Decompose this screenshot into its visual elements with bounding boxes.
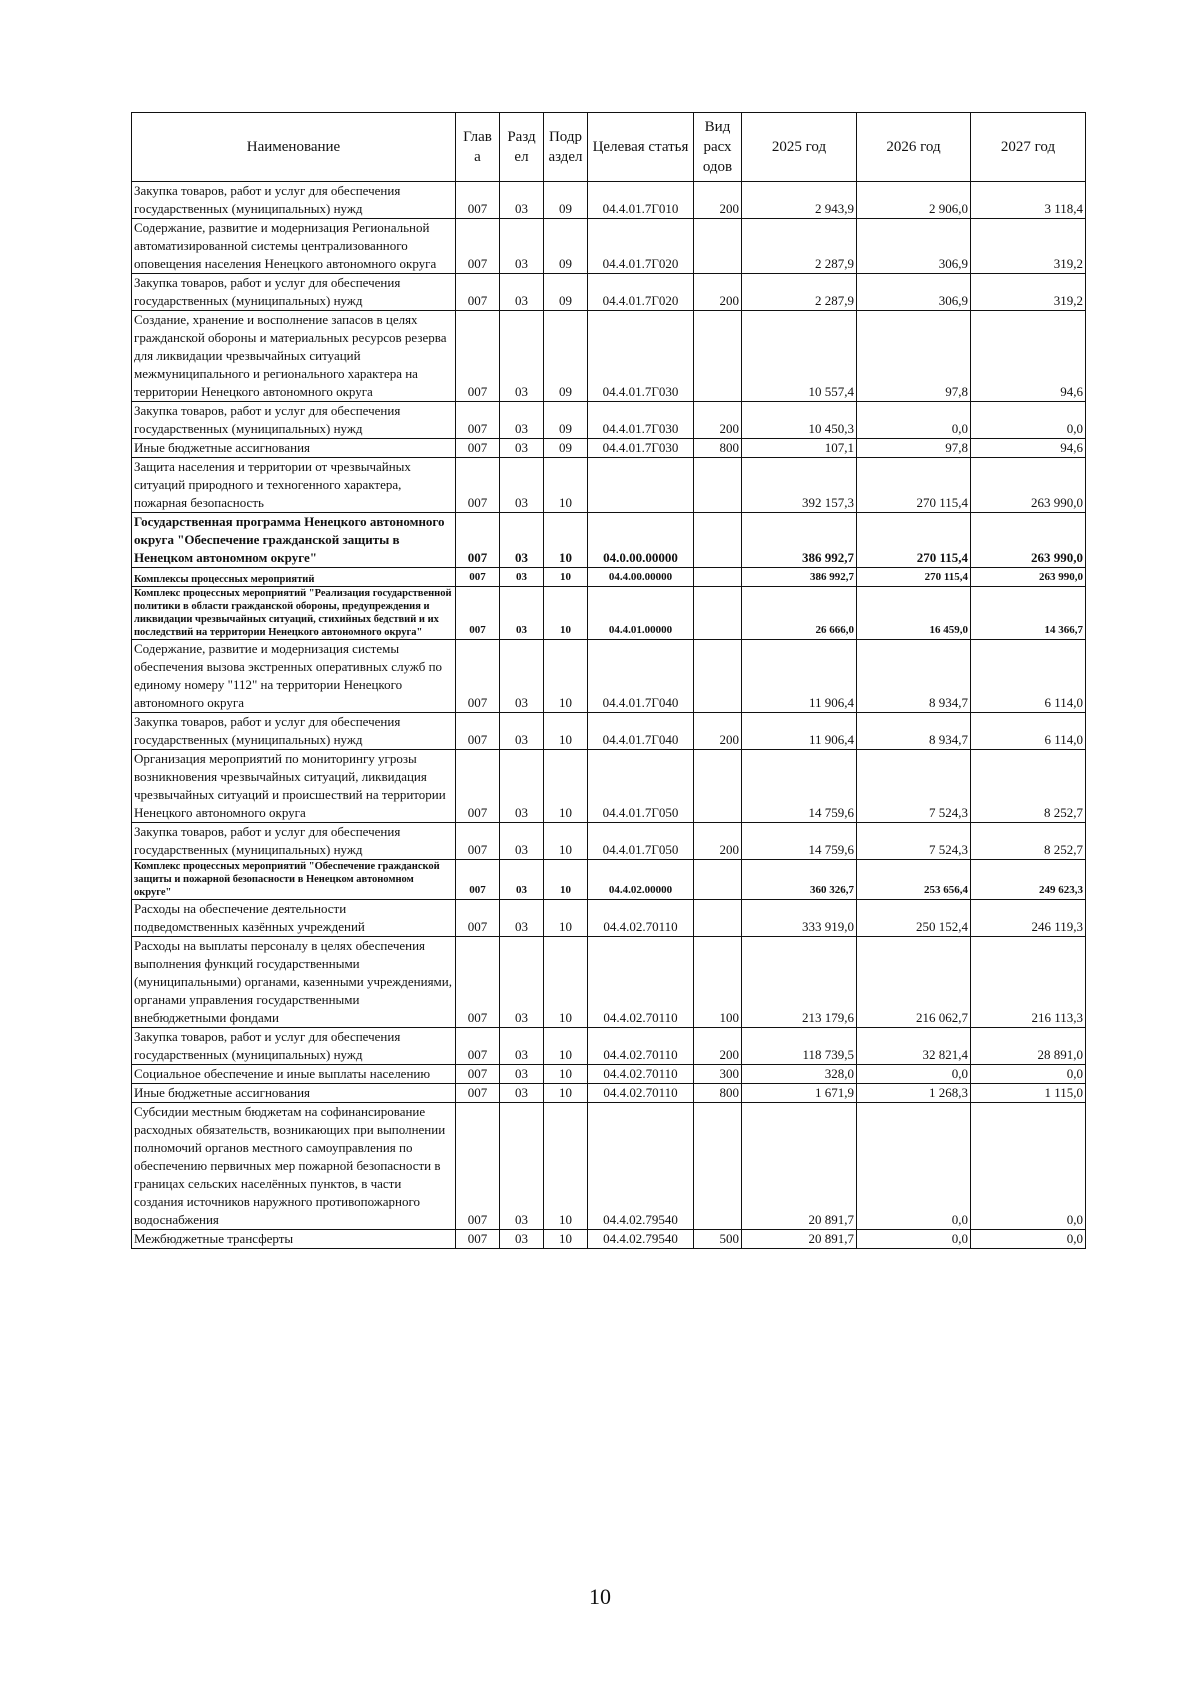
cell-name: Закупка товаров, работ и услуг для обеспечения государственных (муниципальных) нужд — [132, 1028, 456, 1065]
cell-2026: 270 115,4 — [857, 568, 971, 587]
table-row — [132, 1230, 1086, 1249]
cell-razdel: 03 — [500, 587, 544, 640]
cell-name: Комплекс процессных мероприятий "Обеспечение гражданской защиты и пожарной безопасности в Ненецком автономном округе" — [132, 860, 456, 900]
cell-glav: 007 — [456, 219, 500, 274]
cell-2025: 14 759,6 — [742, 823, 857, 860]
cell-celevaya: 04.4.02.00000 — [588, 860, 694, 900]
cell-name: Комплексы процессных мероприятий — [132, 568, 456, 587]
table-row — [132, 1065, 1086, 1084]
cell-name: Расходы на обеспечение деятельности подведомственных казённых учреждений — [132, 900, 456, 937]
cell-vid — [694, 568, 742, 587]
cell-2025: 333 919,0 — [742, 900, 857, 937]
cell-2026: 0,0 — [857, 402, 971, 439]
cell-vid — [694, 1103, 742, 1230]
cell-name: Государственная программа Ненецкого автономного округа "Обеспечение гражданской защиты в Ненецком автономном округе" — [132, 513, 456, 568]
cell-podrazdel: 09 — [544, 439, 588, 458]
cell-celevaya: 04.4.01.00000 — [588, 587, 694, 640]
cell-celevaya: 04.4.01.7Г040 — [588, 640, 694, 713]
table-row — [132, 860, 1086, 900]
page-number: 10 — [589, 1584, 611, 1609]
cell-razdel: 03 — [500, 900, 544, 937]
cell-vid — [694, 750, 742, 823]
cell-name: Создание, хранение и восполнение запасов в целях гражданской обороны и материальных ресурсов резерва для ликвидации чрезвычайных ситуаций межмуниципального и регионального характера на территории Ненецкого автономного округа — [132, 311, 456, 402]
cell-celevaya: 04.4.01.7Г050 — [588, 750, 694, 823]
cell-name: Расходы на выплаты персоналу в целях обеспечения выполнения функций государственными (муниципальными) органами, казенными учреждениями, органами управления государственными внебюджетными фондами — [132, 937, 456, 1028]
cell-celevaya: 04.4.02.79540 — [588, 1103, 694, 1230]
cell-2026: 270 115,4 — [857, 513, 971, 568]
table-row — [132, 587, 1086, 640]
cell-2027: 216 113,3 — [971, 937, 1086, 1028]
cell-podrazdel: 10 — [544, 587, 588, 640]
cell-2025: 20 891,7 — [742, 1230, 857, 1249]
cell-celevaya: 04.0.00.00000 — [588, 513, 694, 568]
cell-2026: 97,8 — [857, 439, 971, 458]
cell-2026: 306,9 — [857, 219, 971, 274]
cell-2027: 0,0 — [971, 402, 1086, 439]
cell-podrazdel: 10 — [544, 937, 588, 1028]
cell-glav: 007 — [456, 937, 500, 1028]
cell-2026: 270 115,4 — [857, 458, 971, 513]
cell-podrazdel: 09 — [544, 219, 588, 274]
table-row — [132, 1103, 1086, 1230]
table-header-row — [132, 113, 1086, 182]
cell-vid: 200 — [694, 713, 742, 750]
cell-2025: 20 891,7 — [742, 1103, 857, 1230]
header-2027: 2027 год — [971, 113, 1086, 182]
cell-razdel: 03 — [500, 439, 544, 458]
cell-celevaya: 04.4.02.79540 — [588, 1230, 694, 1249]
cell-podrazdel: 09 — [544, 182, 588, 219]
cell-podrazdel: 10 — [544, 713, 588, 750]
cell-razdel: 03 — [500, 274, 544, 311]
cell-name: Содержание, развитие и модернизация системы обеспечения вызова экстренных оперативных служб по единому номеру "112" на территории Ненецкого автономного округа — [132, 640, 456, 713]
cell-2027: 249 623,3 — [971, 860, 1086, 900]
header-celevaya: Целевая статья — [588, 113, 694, 182]
cell-name: Содержание, развитие и модернизация Региональной автоматизированной системы централизованного оповещения населения Ненецкого автономного округа — [132, 219, 456, 274]
cell-vid: 200 — [694, 274, 742, 311]
header-2025: 2025 год — [742, 113, 857, 182]
cell-razdel: 03 — [500, 568, 544, 587]
cell-razdel: 03 — [500, 1084, 544, 1103]
cell-glav: 007 — [456, 713, 500, 750]
cell-razdel: 03 — [500, 311, 544, 402]
cell-vid — [694, 311, 742, 402]
cell-celevaya: 04.4.02.70110 — [588, 1028, 694, 1065]
table-row — [132, 402, 1086, 439]
cell-vid: 200 — [694, 402, 742, 439]
cell-2027: 263 990,0 — [971, 513, 1086, 568]
cell-2025: 386 992,7 — [742, 513, 857, 568]
header-glav: Глав а — [456, 113, 500, 182]
table-row — [132, 713, 1086, 750]
table-row — [132, 750, 1086, 823]
cell-vid — [694, 640, 742, 713]
cell-2026: 250 152,4 — [857, 900, 971, 937]
cell-razdel: 03 — [500, 640, 544, 713]
cell-celevaya: 04.4.01.7Г030 — [588, 311, 694, 402]
cell-vid: 200 — [694, 182, 742, 219]
cell-2027: 14 366,7 — [971, 587, 1086, 640]
cell-2025: 386 992,7 — [742, 568, 857, 587]
cell-podrazdel: 10 — [544, 1103, 588, 1230]
cell-vid — [694, 860, 742, 900]
cell-2027: 0,0 — [971, 1230, 1086, 1249]
cell-celevaya: 04.4.01.7Г020 — [588, 274, 694, 311]
table-row — [132, 458, 1086, 513]
header-razdel: Разд ел — [500, 113, 544, 182]
table-row — [132, 823, 1086, 860]
cell-2026: 253 656,4 — [857, 860, 971, 900]
cell-2025: 328,0 — [742, 1065, 857, 1084]
cell-2026: 216 062,7 — [857, 937, 971, 1028]
cell-name: Межбюджетные трансферты — [132, 1230, 456, 1249]
cell-podrazdel: 10 — [544, 1028, 588, 1065]
cell-vid: 200 — [694, 823, 742, 860]
cell-2025: 11 906,4 — [742, 640, 857, 713]
cell-2026: 8 934,7 — [857, 640, 971, 713]
cell-podrazdel: 10 — [544, 750, 588, 823]
cell-podrazdel: 10 — [544, 900, 588, 937]
cell-razdel: 03 — [500, 1065, 544, 1084]
cell-podrazdel: 10 — [544, 640, 588, 713]
table-row — [132, 900, 1086, 937]
cell-2026: 2 906,0 — [857, 182, 971, 219]
cell-glav: 007 — [456, 750, 500, 823]
cell-glav: 007 — [456, 402, 500, 439]
cell-celevaya: 04.4.01.7Г040 — [588, 713, 694, 750]
cell-glav: 007 — [456, 1230, 500, 1249]
cell-razdel: 03 — [500, 937, 544, 1028]
cell-glav: 007 — [456, 1065, 500, 1084]
cell-glav: 007 — [456, 1028, 500, 1065]
cell-2027: 94,6 — [971, 311, 1086, 402]
cell-vid — [694, 900, 742, 937]
cell-2026: 7 524,3 — [857, 823, 971, 860]
cell-razdel: 03 — [500, 823, 544, 860]
cell-name: Закупка товаров, работ и услуг для обеспечения государственных (муниципальных) нужд — [132, 274, 456, 311]
cell-vid: 300 — [694, 1065, 742, 1084]
table-row — [132, 182, 1086, 219]
cell-2025: 2 287,9 — [742, 274, 857, 311]
cell-celevaya: 04.4.01.7Г030 — [588, 402, 694, 439]
cell-2025: 10 557,4 — [742, 311, 857, 402]
cell-glav: 007 — [456, 513, 500, 568]
cell-podrazdel: 10 — [544, 823, 588, 860]
cell-celevaya: 04.4.02.70110 — [588, 900, 694, 937]
header-2026: 2026 год — [857, 113, 971, 182]
cell-celevaya: 04.4.02.70110 — [588, 1084, 694, 1103]
cell-2025: 360 326,7 — [742, 860, 857, 900]
table-row — [132, 219, 1086, 274]
cell-name: Субсидии местным бюджетам на софинансирование расходных обязательств, возникающих при выполнении полномочий органов местного самоуправления по обеспечению первичных мер пожарной безопасности в границах сельских населённых пунктов, в части создания источников наружного противопожарного водоснабжения — [132, 1103, 456, 1230]
cell-podrazdel: 10 — [544, 458, 588, 513]
table-row — [132, 513, 1086, 568]
cell-2027: 0,0 — [971, 1065, 1086, 1084]
cell-razdel: 03 — [500, 458, 544, 513]
cell-2027: 6 114,0 — [971, 713, 1086, 750]
cell-2027: 263 990,0 — [971, 568, 1086, 587]
cell-name: Комплекс процессных мероприятий "Реализация государственной политики в области гражданской обороны, предупреждения и ликвидации чрезвычайных ситуаций, стихийных бедствий и их последствий на территории Ненецкого автономного округа" — [132, 587, 456, 640]
cell-2025: 2 287,9 — [742, 219, 857, 274]
cell-2027: 94,6 — [971, 439, 1086, 458]
cell-vid: 800 — [694, 439, 742, 458]
cell-name: Закупка товаров, работ и услуг для обеспечения государственных (муниципальных) нужд — [132, 713, 456, 750]
cell-podrazdel: 09 — [544, 274, 588, 311]
cell-celevaya: 04.4.01.7Г010 — [588, 182, 694, 219]
cell-2026: 0,0 — [857, 1065, 971, 1084]
cell-celevaya: 04.4.01.7Г050 — [588, 823, 694, 860]
cell-vid — [694, 219, 742, 274]
cell-2027: 263 990,0 — [971, 458, 1086, 513]
cell-vid: 500 — [694, 1230, 742, 1249]
cell-glav: 007 — [456, 311, 500, 402]
cell-podrazdel: 10 — [544, 1084, 588, 1103]
cell-podrazdel: 10 — [544, 1065, 588, 1084]
cell-celevaya: 04.4.01.7Г020 — [588, 219, 694, 274]
cell-razdel: 03 — [500, 402, 544, 439]
cell-2026: 306,9 — [857, 274, 971, 311]
cell-razdel: 03 — [500, 1230, 544, 1249]
cell-celevaya: 04.4.02.70110 — [588, 1065, 694, 1084]
cell-2025: 2 943,9 — [742, 182, 857, 219]
cell-podrazdel: 09 — [544, 402, 588, 439]
cell-razdel: 03 — [500, 219, 544, 274]
cell-celevaya: 04.4.02.70110 — [588, 937, 694, 1028]
cell-2025: 213 179,6 — [742, 937, 857, 1028]
cell-glav: 007 — [456, 274, 500, 311]
cell-2027: 319,2 — [971, 219, 1086, 274]
cell-vid — [694, 513, 742, 568]
cell-2026: 8 934,7 — [857, 713, 971, 750]
table-row — [132, 937, 1086, 1028]
cell-2026: 97,8 — [857, 311, 971, 402]
cell-2025: 392 157,3 — [742, 458, 857, 513]
cell-name: Социальное обеспечение и иные выплаты населению — [132, 1065, 456, 1084]
cell-glav: 007 — [456, 900, 500, 937]
cell-podrazdel: 10 — [544, 1230, 588, 1249]
cell-name: Иные бюджетные ассигнования — [132, 439, 456, 458]
cell-glav: 007 — [456, 439, 500, 458]
header-name: Наименование — [132, 113, 456, 182]
table-row — [132, 568, 1086, 587]
cell-2027: 28 891,0 — [971, 1028, 1086, 1065]
cell-celevaya: 04.4.01.7Г030 — [588, 439, 694, 458]
cell-glav: 007 — [456, 640, 500, 713]
table-row — [132, 311, 1086, 402]
cell-razdel: 03 — [500, 713, 544, 750]
cell-vid: 800 — [694, 1084, 742, 1103]
cell-2026: 0,0 — [857, 1103, 971, 1230]
table-row — [132, 640, 1086, 713]
cell-razdel: 03 — [500, 860, 544, 900]
table-row — [132, 1028, 1086, 1065]
budget-table — [131, 112, 1086, 1249]
cell-2026: 32 821,4 — [857, 1028, 971, 1065]
cell-vid: 100 — [694, 937, 742, 1028]
table-row — [132, 439, 1086, 458]
table-row — [132, 1084, 1086, 1103]
cell-name: Закупка товаров, работ и услуг для обеспечения государственных (муниципальных) нужд — [132, 182, 456, 219]
cell-razdel: 03 — [500, 513, 544, 568]
cell-razdel: 03 — [500, 182, 544, 219]
cell-2027: 3 118,4 — [971, 182, 1086, 219]
cell-name: Закупка товаров, работ и услуг для обеспечения государственных (муниципальных) нужд — [132, 402, 456, 439]
cell-glav: 007 — [456, 587, 500, 640]
cell-razdel: 03 — [500, 1028, 544, 1065]
cell-2025: 107,1 — [742, 439, 857, 458]
cell-name: Закупка товаров, работ и услуг для обеспечения государственных (муниципальных) нужд — [132, 823, 456, 860]
cell-glav: 007 — [456, 568, 500, 587]
cell-name: Защита населения и территории от чрезвычайных ситуаций природного и техногенного характера, пожарная безопасность — [132, 458, 456, 513]
cell-glav: 007 — [456, 1103, 500, 1230]
cell-podrazdel: 10 — [544, 860, 588, 900]
cell-vid — [694, 458, 742, 513]
table-row — [132, 274, 1086, 311]
cell-podrazdel: 09 — [544, 311, 588, 402]
cell-2026: 7 524,3 — [857, 750, 971, 823]
cell-glav: 007 — [456, 458, 500, 513]
cell-glav: 007 — [456, 182, 500, 219]
cell-2026: 1 268,3 — [857, 1084, 971, 1103]
cell-glav: 007 — [456, 1084, 500, 1103]
header-podrazdel: Подр аздел — [544, 113, 588, 182]
header-vid: Вид расх одов — [694, 113, 742, 182]
cell-2025: 11 906,4 — [742, 713, 857, 750]
cell-2026: 16 459,0 — [857, 587, 971, 640]
cell-vid — [694, 587, 742, 640]
cell-podrazdel: 10 — [544, 513, 588, 568]
cell-2025: 118 739,5 — [742, 1028, 857, 1065]
cell-2027: 8 252,7 — [971, 823, 1086, 860]
cell-2027: 319,2 — [971, 274, 1086, 311]
cell-2025: 26 666,0 — [742, 587, 857, 640]
cell-2026: 0,0 — [857, 1230, 971, 1249]
cell-2025: 1 671,9 — [742, 1084, 857, 1103]
cell-celevaya — [588, 458, 694, 513]
cell-podrazdel: 10 — [544, 568, 588, 587]
cell-2025: 14 759,6 — [742, 750, 857, 823]
cell-2027: 246 119,3 — [971, 900, 1086, 937]
cell-2027: 8 252,7 — [971, 750, 1086, 823]
cell-razdel: 03 — [500, 1103, 544, 1230]
cell-vid: 200 — [694, 1028, 742, 1065]
cell-2025: 10 450,3 — [742, 402, 857, 439]
cell-2027: 1 115,0 — [971, 1084, 1086, 1103]
cell-glav: 007 — [456, 860, 500, 900]
cell-name: Организация мероприятий по мониторингу угрозы возникновения чрезвычайных ситуаций, ликвидация чрезвычайных ситуаций и происшествий на территории Ненецкого автономного округа — [132, 750, 456, 823]
cell-name: Иные бюджетные ассигнования — [132, 1084, 456, 1103]
cell-2027: 0,0 — [971, 1103, 1086, 1230]
cell-razdel: 03 — [500, 750, 544, 823]
cell-2027: 6 114,0 — [971, 640, 1086, 713]
cell-celevaya: 04.4.00.00000 — [588, 568, 694, 587]
cell-glav: 007 — [456, 823, 500, 860]
